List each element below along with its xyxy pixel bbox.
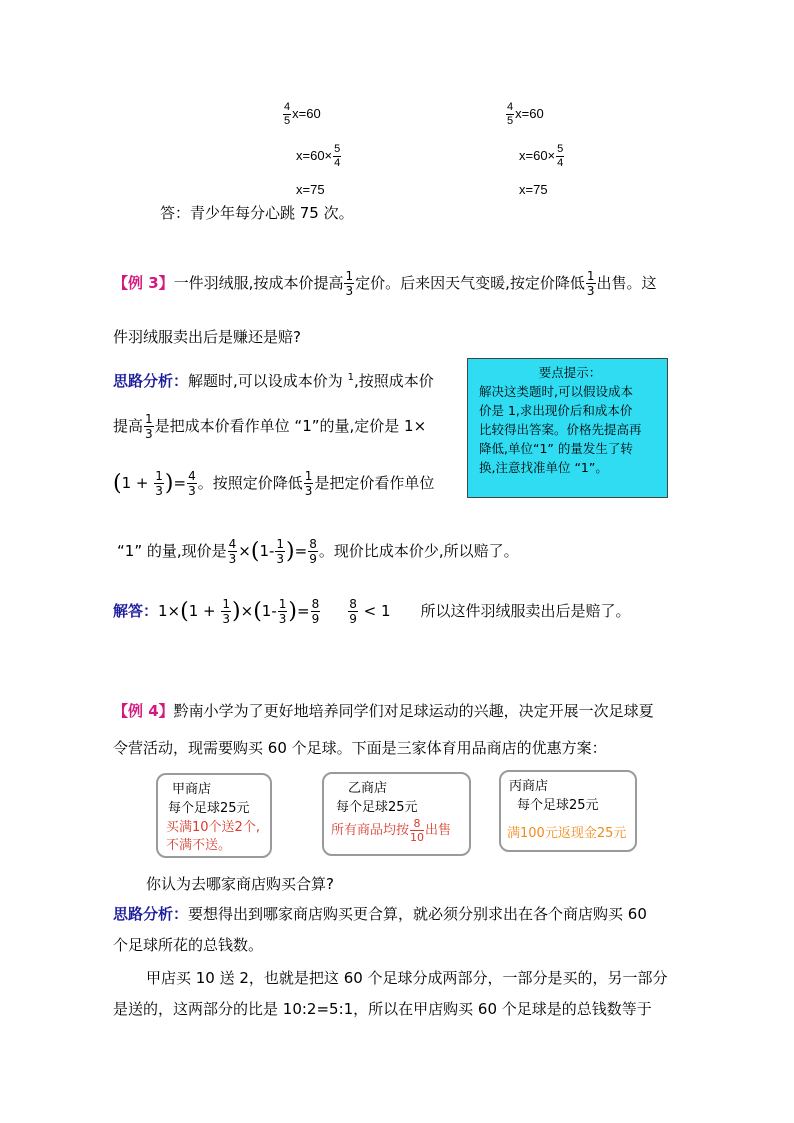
tip-line: 价是 1,求出现价后和成本价 xyxy=(479,403,633,418)
example3-answer: 解答：1×(1 + $\frac{1}{3}$ )×(1- $\frac{1}{3}$ )= $\frac{8}{9}$ $\frac{8}{9}$ < 1 所以这件羽绒服卖出后是赔了。 xyxy=(113,597,631,626)
example3-analysis-line-2: 提高 $\frac{1}{3}$ 是把成本价看作单位 “1”的量,定价是 1× xyxy=(113,412,427,441)
example4-tag: 【例 4】 xyxy=(113,702,174,720)
fraction: $\frac{1}{3}$ xyxy=(278,597,287,626)
shop-offer: 买满10个送2个, 不满不送。 xyxy=(166,820,260,853)
fraction: $\frac{8}{9}$ xyxy=(349,597,357,626)
eq-line-2: x=60× $\frac{5}{4}$ xyxy=(296,143,341,169)
eq-line-3: x=75 xyxy=(296,182,325,197)
shop-offer: 所有商品均按 $\frac{8}{10}$ 出售 xyxy=(331,817,452,844)
example4-line-1: 【例 4】黔南小学为了更好地培养同学们对足球运动的兴趣，决定开展一次足球夏 xyxy=(113,702,654,720)
example3-line-1: 【例 3】一件羽绒服,按成本价提高 $\frac{1}{3}$ 定价。后来因天气变暖,按定价降低 $\frac{1}{3}$ 出售。这 xyxy=(113,269,657,298)
eq-line-1: $\frac{4}{5}$ x=60 xyxy=(284,101,321,127)
example3-line-2: 件羽绒服卖出后是赚还是赔? xyxy=(113,328,301,346)
fraction: $\frac{8}{10}$ xyxy=(410,817,425,844)
tip-line: 换,注意找准单位 “1”。 xyxy=(479,460,608,475)
eq-line-2: x=60× $\frac{5}{4}$ xyxy=(519,143,564,169)
example3-tag: 【例 3】 xyxy=(113,274,174,292)
fraction: $\frac{4}{3}$ xyxy=(228,537,237,566)
shop-price: 每个足球25元 xyxy=(336,800,418,815)
fraction: $\frac{4}{5}$ xyxy=(507,101,514,127)
example4-analysis-line-4: 是送的，这两部分的比是 10:2=5:1，所以在甲店购买 60 个足球是的总钱数等于 xyxy=(113,1000,652,1018)
example4-analysis-line-2: 个足球所花的总钱数。 xyxy=(113,936,264,954)
fraction: $\frac{4}{5}$ xyxy=(284,101,291,127)
eq-line-1: $\frac{4}{5}$ x=60 xyxy=(507,101,544,127)
shop-offer: 满100元返现金25元 xyxy=(507,826,627,841)
fraction: $\frac{1}{3}$ xyxy=(222,597,231,626)
fraction: $\frac{8}{9}$ xyxy=(311,597,320,626)
fraction: $\frac{1}{3}$ xyxy=(345,269,354,298)
fraction: $\frac{8}{9}$ xyxy=(309,537,317,566)
tip-line: 解决这类题时,可以假设成本 xyxy=(479,384,633,399)
tip-line: 比较得出答案。价格先提高再 xyxy=(479,422,642,437)
fraction: $\frac{1}{3}$ xyxy=(145,412,153,441)
shop-card-yi xyxy=(322,772,471,856)
answer-top: 答：青少年每分心跳 75 次。 xyxy=(160,204,354,222)
fraction: $\frac{1}{3}$ xyxy=(155,469,163,498)
fraction: $\frac{4}{3}$ xyxy=(188,469,196,498)
analysis-label: 思路分析： xyxy=(113,905,189,923)
example3-analysis-line-1: 思路分析：解题时,可以设成本价为 $^1$,按照成本价 xyxy=(113,372,434,390)
example4-analysis-line-3: 甲店买 10 送 2，也就是把这 60 个足球分成两部分，一部分是买的，另一部分 xyxy=(146,969,668,987)
shop-price: 每个足球25元 xyxy=(168,801,250,816)
shop-card-bing xyxy=(499,770,637,852)
tip-title: 要点提示： xyxy=(538,365,602,380)
shop-name: 甲商店 xyxy=(172,782,212,797)
example3-analysis-line-4: “1” 的量,现价是 $\frac{4}{3}$ ×(1- $\frac{1}{3}$ )= $\frac{8}{9}$ 。现价比成本价少,所以赔了。 xyxy=(117,537,519,566)
analysis-label: 思路分析： xyxy=(113,372,189,390)
shop-name: 丙商店 xyxy=(509,779,549,794)
tip-line: 降低,单位“1” 的量发生了转 xyxy=(479,441,633,456)
fraction: $\frac{1}{3}$ xyxy=(276,537,285,566)
answer-label: 解答： xyxy=(113,602,159,620)
fraction: $\frac{5}{4}$ xyxy=(334,143,341,169)
shop-price: 每个足球25元 xyxy=(517,798,599,813)
eq-line-3: x=75 xyxy=(519,182,548,197)
fraction: $\frac{5}{4}$ xyxy=(557,143,564,169)
example4-analysis-line-1: 思路分析：要想得出到哪家商店购买更合算，就必须分别求出在各个商店购买 60 xyxy=(113,905,647,923)
example4-question: 你认为去哪家商店购买合算? xyxy=(146,875,334,893)
tip-box xyxy=(467,358,668,498)
example4-line-2: 令营活动，现需要购买 60 个足球。下面是三家体育用品商店的优惠方案： xyxy=(113,739,607,757)
shop-card-jia xyxy=(156,773,272,858)
example3-analysis-line-3: (1 + $\frac{1}{3}$ )= $\frac{4}{3}$ 。按照定价降低 $\frac{1}{3}$ 是把定价看作单位 xyxy=(113,469,435,498)
shop-name: 乙商店 xyxy=(348,781,388,796)
fraction: $\frac{1}{3}$ xyxy=(304,469,313,498)
fraction: $\frac{1}{3}$ xyxy=(586,269,595,298)
